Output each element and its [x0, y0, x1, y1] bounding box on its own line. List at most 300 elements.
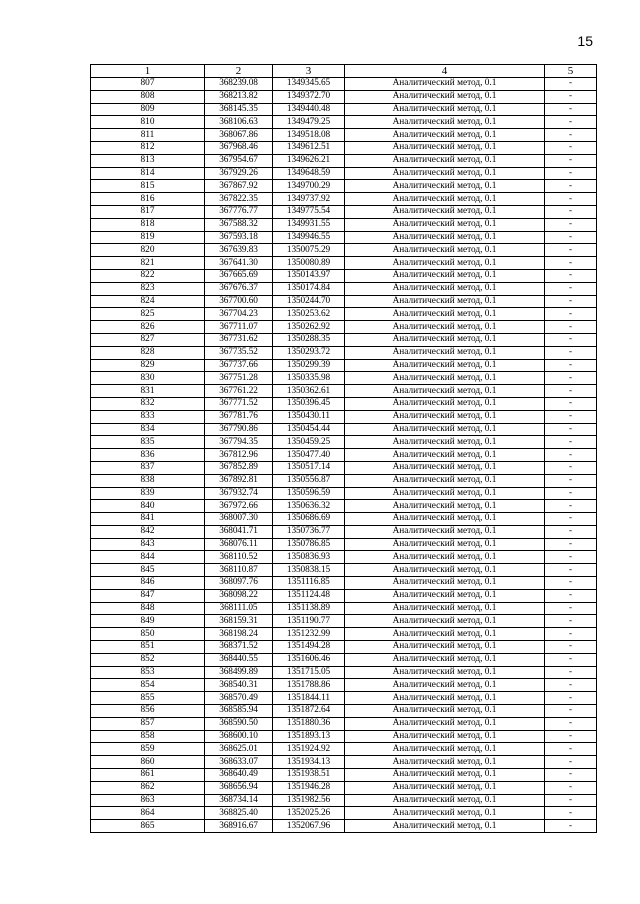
y-coordinate-cell: 1349648.59	[273, 167, 345, 180]
method-cell: Аналитический метод, 0.1	[345, 423, 545, 436]
table-row	[91, 308, 597, 321]
method-cell: Аналитический метод, 0.1	[345, 653, 545, 666]
x-coordinate-cell: 367711.07	[205, 321, 273, 334]
table-row	[91, 410, 597, 423]
point-number-cell: 832	[91, 397, 205, 410]
method-cell: Аналитический метод, 0.1	[345, 193, 545, 206]
y-coordinate-cell: 1352067.96	[273, 820, 345, 833]
point-number-cell: 837	[91, 461, 205, 474]
table-row	[91, 769, 597, 782]
table-header-row	[91, 65, 597, 78]
y-coordinate-cell: 1350075.29	[273, 244, 345, 257]
x-coordinate-cell: 368625.01	[205, 743, 273, 756]
x-coordinate-cell: 367794.35	[205, 436, 273, 449]
note-cell: -	[545, 295, 597, 308]
y-coordinate-cell: 1351124.48	[273, 589, 345, 602]
x-coordinate-cell: 367665.69	[205, 269, 273, 282]
table-row	[91, 474, 597, 487]
x-coordinate-cell: 367771.52	[205, 397, 273, 410]
y-coordinate-cell: 1350454.44	[273, 423, 345, 436]
column-header: 5	[545, 65, 597, 78]
table-row	[91, 461, 597, 474]
point-number-cell: 816	[91, 193, 205, 206]
table-row	[91, 205, 597, 218]
x-coordinate-cell: 367593.18	[205, 231, 273, 244]
point-number-cell: 843	[91, 538, 205, 551]
x-coordinate-cell: 368590.50	[205, 717, 273, 730]
y-coordinate-cell: 1350786.85	[273, 538, 345, 551]
table-row	[91, 244, 597, 257]
method-cell: Аналитический метод, 0.1	[345, 244, 545, 257]
table-row	[91, 551, 597, 564]
x-coordinate-cell: 368600.10	[205, 730, 273, 743]
x-coordinate-cell: 368041.71	[205, 525, 273, 538]
point-number-cell: 824	[91, 295, 205, 308]
note-cell: -	[545, 282, 597, 295]
point-number-cell: 817	[91, 205, 205, 218]
y-coordinate-cell: 1350838.15	[273, 564, 345, 577]
x-coordinate-cell: 367892.81	[205, 474, 273, 487]
table-row	[91, 820, 597, 833]
table-row	[91, 372, 597, 385]
note-cell: -	[545, 602, 597, 615]
method-cell: Аналитический метод, 0.1	[345, 577, 545, 590]
y-coordinate-cell: 1351494.28	[273, 641, 345, 654]
y-coordinate-cell: 1351138.89	[273, 602, 345, 615]
table-row	[91, 116, 597, 129]
x-coordinate-cell: 368213.82	[205, 90, 273, 103]
table-row	[91, 385, 597, 398]
point-number-cell: 831	[91, 385, 205, 398]
point-number-cell: 819	[91, 231, 205, 244]
note-cell: -	[545, 769, 597, 782]
note-cell: -	[545, 154, 597, 167]
y-coordinate-cell: 1351938.51	[273, 769, 345, 782]
column-header: 1	[91, 65, 205, 78]
method-cell: Аналитический метод, 0.1	[345, 692, 545, 705]
note-cell: -	[545, 513, 597, 526]
x-coordinate-cell: 367929.26	[205, 167, 273, 180]
table-row	[91, 628, 597, 641]
note-cell: -	[545, 231, 597, 244]
y-coordinate-cell: 1350299.39	[273, 359, 345, 372]
method-cell: Аналитический метод, 0.1	[345, 487, 545, 500]
y-coordinate-cell: 1351844.11	[273, 692, 345, 705]
x-coordinate-cell: 367737.66	[205, 359, 273, 372]
y-coordinate-cell: 1350174.84	[273, 282, 345, 295]
y-coordinate-cell: 1349737.92	[273, 193, 345, 206]
x-coordinate-cell: 367751.28	[205, 372, 273, 385]
method-cell: Аналитический метод, 0.1	[345, 410, 545, 423]
note-cell: -	[545, 372, 597, 385]
x-coordinate-cell: 367968.46	[205, 141, 273, 154]
method-cell: Аналитический метод, 0.1	[345, 525, 545, 538]
x-coordinate-cell: 367676.37	[205, 282, 273, 295]
point-number-cell: 828	[91, 346, 205, 359]
x-coordinate-cell: 368633.07	[205, 756, 273, 769]
x-coordinate-cell: 368570.49	[205, 692, 273, 705]
note-cell: -	[545, 500, 597, 513]
point-number-cell: 846	[91, 577, 205, 590]
method-cell: Аналитический метод, 0.1	[345, 154, 545, 167]
x-coordinate-cell: 367776.77	[205, 205, 273, 218]
note-cell: -	[545, 423, 597, 436]
point-number-cell: 823	[91, 282, 205, 295]
x-coordinate-cell: 368585.94	[205, 705, 273, 718]
y-coordinate-cell: 1350244.70	[273, 295, 345, 308]
table-row	[91, 346, 597, 359]
x-coordinate-cell: 368916.67	[205, 820, 273, 833]
y-coordinate-cell: 1351190.77	[273, 615, 345, 628]
table-row	[91, 487, 597, 500]
point-number-cell: 826	[91, 321, 205, 334]
table-row	[91, 615, 597, 628]
x-coordinate-cell: 368007.30	[205, 513, 273, 526]
y-coordinate-cell: 1349775.54	[273, 205, 345, 218]
table-row	[91, 359, 597, 372]
x-coordinate-cell: 367932.74	[205, 487, 273, 500]
table-row	[91, 525, 597, 538]
table-row	[91, 730, 597, 743]
y-coordinate-cell: 1350396.45	[273, 397, 345, 410]
point-number-cell: 835	[91, 436, 205, 449]
method-cell: Аналитический метод, 0.1	[345, 180, 545, 193]
point-number-cell: 818	[91, 218, 205, 231]
method-cell: Аналитический метод, 0.1	[345, 141, 545, 154]
table-row	[91, 282, 597, 295]
x-coordinate-cell: 367781.76	[205, 410, 273, 423]
table-row	[91, 129, 597, 142]
note-cell: -	[545, 449, 597, 462]
table-row	[91, 589, 597, 602]
method-cell: Аналитический метод, 0.1	[345, 282, 545, 295]
point-number-cell: 845	[91, 564, 205, 577]
note-cell: -	[545, 397, 597, 410]
point-number-cell: 834	[91, 423, 205, 436]
point-number-cell: 860	[91, 756, 205, 769]
note-cell: -	[545, 551, 597, 564]
y-coordinate-cell: 1350430.11	[273, 410, 345, 423]
y-coordinate-cell: 1351934.13	[273, 756, 345, 769]
y-coordinate-cell: 1351715.05	[273, 666, 345, 679]
page-number: 15	[577, 33, 593, 49]
table-body	[91, 78, 597, 833]
note-cell: -	[545, 807, 597, 820]
method-cell: Аналитический метод, 0.1	[345, 385, 545, 398]
method-cell: Аналитический метод, 0.1	[345, 679, 545, 692]
coordinates-table	[90, 64, 597, 833]
y-coordinate-cell: 1350736.77	[273, 525, 345, 538]
method-cell: Аналитический метод, 0.1	[345, 589, 545, 602]
note-cell: -	[545, 743, 597, 756]
point-number-cell: 811	[91, 129, 205, 142]
note-cell: -	[545, 653, 597, 666]
x-coordinate-cell: 367852.89	[205, 461, 273, 474]
point-number-cell: 853	[91, 666, 205, 679]
note-cell: -	[545, 346, 597, 359]
x-coordinate-cell: 368198.24	[205, 628, 273, 641]
method-cell: Аналитический метод, 0.1	[345, 513, 545, 526]
point-number-cell: 864	[91, 807, 205, 820]
method-cell: Аналитический метод, 0.1	[345, 397, 545, 410]
point-number-cell: 808	[91, 90, 205, 103]
table-row	[91, 449, 597, 462]
point-number-cell: 848	[91, 602, 205, 615]
point-number-cell: 815	[91, 180, 205, 193]
note-cell: -	[545, 641, 597, 654]
method-cell: Аналитический метод, 0.1	[345, 551, 545, 564]
table-row	[91, 321, 597, 334]
point-number-cell: 862	[91, 781, 205, 794]
method-cell: Аналитический метод, 0.1	[345, 730, 545, 743]
x-coordinate-cell: 368239.08	[205, 78, 273, 91]
table-row	[91, 564, 597, 577]
point-number-cell: 838	[91, 474, 205, 487]
point-number-cell: 825	[91, 308, 205, 321]
y-coordinate-cell: 1351893.13	[273, 730, 345, 743]
method-cell: Аналитический метод, 0.1	[345, 564, 545, 577]
x-coordinate-cell: 367704.23	[205, 308, 273, 321]
x-coordinate-cell: 368106.63	[205, 116, 273, 129]
x-coordinate-cell: 368825.40	[205, 807, 273, 820]
note-cell: -	[545, 756, 597, 769]
method-cell: Аналитический метод, 0.1	[345, 666, 545, 679]
point-number-cell: 836	[91, 449, 205, 462]
x-coordinate-cell: 368734.14	[205, 794, 273, 807]
x-coordinate-cell: 368098.22	[205, 589, 273, 602]
point-number-cell: 833	[91, 410, 205, 423]
note-cell: -	[545, 90, 597, 103]
method-cell: Аналитический метод, 0.1	[345, 436, 545, 449]
table-row	[91, 781, 597, 794]
table-row	[91, 154, 597, 167]
y-coordinate-cell: 1350556.87	[273, 474, 345, 487]
table-row	[91, 231, 597, 244]
table-row	[91, 269, 597, 282]
y-coordinate-cell: 1350459.25	[273, 436, 345, 449]
y-coordinate-cell: 1350253.62	[273, 308, 345, 321]
method-cell: Аналитический метод, 0.1	[345, 615, 545, 628]
column-header: 2	[205, 65, 273, 78]
note-cell: -	[545, 193, 597, 206]
note-cell: -	[545, 103, 597, 116]
y-coordinate-cell: 1349345.65	[273, 78, 345, 91]
method-cell: Аналитический метод, 0.1	[345, 346, 545, 359]
method-cell: Аналитический метод, 0.1	[345, 218, 545, 231]
y-coordinate-cell: 1350477.40	[273, 449, 345, 462]
y-coordinate-cell: 1349700.29	[273, 180, 345, 193]
method-cell: Аналитический метод, 0.1	[345, 103, 545, 116]
table-row	[91, 807, 597, 820]
note-cell: -	[545, 487, 597, 500]
x-coordinate-cell: 368656.94	[205, 781, 273, 794]
method-cell: Аналитический метод, 0.1	[345, 794, 545, 807]
note-cell: -	[545, 628, 597, 641]
note-cell: -	[545, 461, 597, 474]
method-cell: Аналитический метод, 0.1	[345, 269, 545, 282]
method-cell: Аналитический метод, 0.1	[345, 205, 545, 218]
table-row	[91, 90, 597, 103]
note-cell: -	[545, 321, 597, 334]
note-cell: -	[545, 615, 597, 628]
point-number-cell: 839	[91, 487, 205, 500]
point-number-cell: 847	[91, 589, 205, 602]
method-cell: Аналитический метод, 0.1	[345, 308, 545, 321]
method-cell: Аналитический метод, 0.1	[345, 461, 545, 474]
table-row	[91, 103, 597, 116]
x-coordinate-cell: 367761.22	[205, 385, 273, 398]
y-coordinate-cell: 1349946.55	[273, 231, 345, 244]
note-cell: -	[545, 436, 597, 449]
note-cell: -	[545, 205, 597, 218]
y-coordinate-cell: 1350362.61	[273, 385, 345, 398]
note-cell: -	[545, 78, 597, 91]
x-coordinate-cell: 368145.35	[205, 103, 273, 116]
x-coordinate-cell: 368111.05	[205, 602, 273, 615]
x-coordinate-cell: 368640.49	[205, 769, 273, 782]
x-coordinate-cell: 367812.96	[205, 449, 273, 462]
x-coordinate-cell: 368110.52	[205, 551, 273, 564]
table-row	[91, 641, 597, 654]
point-number-cell: 851	[91, 641, 205, 654]
method-cell: Аналитический метод, 0.1	[345, 359, 545, 372]
point-number-cell: 830	[91, 372, 205, 385]
note-cell: -	[545, 525, 597, 538]
y-coordinate-cell: 1349931.55	[273, 218, 345, 231]
note-cell: -	[545, 167, 597, 180]
note-cell: -	[545, 218, 597, 231]
point-number-cell: 813	[91, 154, 205, 167]
note-cell: -	[545, 577, 597, 590]
y-coordinate-cell: 1351606.46	[273, 653, 345, 666]
method-cell: Аналитический метод, 0.1	[345, 333, 545, 346]
column-header: 3	[273, 65, 345, 78]
x-coordinate-cell: 368067.86	[205, 129, 273, 142]
point-number-cell: 809	[91, 103, 205, 116]
method-cell: Аналитический метод, 0.1	[345, 474, 545, 487]
table-row	[91, 692, 597, 705]
method-cell: Аналитический метод, 0.1	[345, 705, 545, 718]
table-row	[91, 705, 597, 718]
y-coordinate-cell: 1351116.85	[273, 577, 345, 590]
note-cell: -	[545, 679, 597, 692]
point-number-cell: 820	[91, 244, 205, 257]
note-cell: -	[545, 820, 597, 833]
table-row	[91, 423, 597, 436]
method-cell: Аналитический метод, 0.1	[345, 641, 545, 654]
method-cell: Аналитический метод, 0.1	[345, 231, 545, 244]
y-coordinate-cell: 1349372.70	[273, 90, 345, 103]
note-cell: -	[545, 564, 597, 577]
method-cell: Аналитический метод, 0.1	[345, 321, 545, 334]
point-number-cell: 855	[91, 692, 205, 705]
table-row	[91, 397, 597, 410]
y-coordinate-cell: 1350143.97	[273, 269, 345, 282]
point-number-cell: 849	[91, 615, 205, 628]
note-cell: -	[545, 116, 597, 129]
x-coordinate-cell: 367790.86	[205, 423, 273, 436]
y-coordinate-cell: 1351982.56	[273, 794, 345, 807]
y-coordinate-cell: 1351788.86	[273, 679, 345, 692]
point-number-cell: 854	[91, 679, 205, 692]
table-row	[91, 257, 597, 270]
method-cell: Аналитический метод, 0.1	[345, 295, 545, 308]
note-cell: -	[545, 244, 597, 257]
point-number-cell: 856	[91, 705, 205, 718]
y-coordinate-cell: 1350517.14	[273, 461, 345, 474]
x-coordinate-cell: 367972.66	[205, 500, 273, 513]
note-cell: -	[545, 730, 597, 743]
point-number-cell: 863	[91, 794, 205, 807]
method-cell: Аналитический метод, 0.1	[345, 257, 545, 270]
method-cell: Аналитический метод, 0.1	[345, 90, 545, 103]
note-cell: -	[545, 705, 597, 718]
method-cell: Аналитический метод, 0.1	[345, 116, 545, 129]
y-coordinate-cell: 1351872.64	[273, 705, 345, 718]
table-row	[91, 794, 597, 807]
table-row	[91, 756, 597, 769]
x-coordinate-cell: 368499.89	[205, 666, 273, 679]
point-number-cell: 861	[91, 769, 205, 782]
y-coordinate-cell: 1351924.92	[273, 743, 345, 756]
table-row	[91, 333, 597, 346]
y-coordinate-cell: 1350335.98	[273, 372, 345, 385]
method-cell: Аналитический метод, 0.1	[345, 602, 545, 615]
x-coordinate-cell: 368440.55	[205, 653, 273, 666]
y-coordinate-cell: 1351946.28	[273, 781, 345, 794]
note-cell: -	[545, 333, 597, 346]
note-cell: -	[545, 794, 597, 807]
point-number-cell: 858	[91, 730, 205, 743]
method-cell: Аналитический метод, 0.1	[345, 781, 545, 794]
x-coordinate-cell: 367639.83	[205, 244, 273, 257]
table-row	[91, 500, 597, 513]
point-number-cell: 827	[91, 333, 205, 346]
table-row	[91, 513, 597, 526]
x-coordinate-cell: 367588.32	[205, 218, 273, 231]
y-coordinate-cell: 1349612.51	[273, 141, 345, 154]
y-coordinate-cell: 1350596.59	[273, 487, 345, 500]
note-cell: -	[545, 141, 597, 154]
y-coordinate-cell: 1352025.26	[273, 807, 345, 820]
note-cell: -	[545, 538, 597, 551]
point-number-cell: 844	[91, 551, 205, 564]
point-number-cell: 857	[91, 717, 205, 730]
method-cell: Аналитический метод, 0.1	[345, 78, 545, 91]
table-row	[91, 679, 597, 692]
x-coordinate-cell: 367822.35	[205, 193, 273, 206]
point-number-cell: 807	[91, 78, 205, 91]
method-cell: Аналитический метод, 0.1	[345, 129, 545, 142]
point-number-cell: 850	[91, 628, 205, 641]
table-row	[91, 141, 597, 154]
method-cell: Аналитический метод, 0.1	[345, 743, 545, 756]
note-cell: -	[545, 410, 597, 423]
table-row	[91, 167, 597, 180]
method-cell: Аналитический метод, 0.1	[345, 167, 545, 180]
point-number-cell: 822	[91, 269, 205, 282]
y-coordinate-cell: 1350293.72	[273, 346, 345, 359]
method-cell: Аналитический метод, 0.1	[345, 820, 545, 833]
note-cell: -	[545, 692, 597, 705]
x-coordinate-cell: 368371.52	[205, 641, 273, 654]
note-cell: -	[545, 589, 597, 602]
note-cell: -	[545, 666, 597, 679]
y-coordinate-cell: 1349440.48	[273, 103, 345, 116]
x-coordinate-cell: 368110.87	[205, 564, 273, 577]
y-coordinate-cell: 1350262.92	[273, 321, 345, 334]
x-coordinate-cell: 368159.31	[205, 615, 273, 628]
